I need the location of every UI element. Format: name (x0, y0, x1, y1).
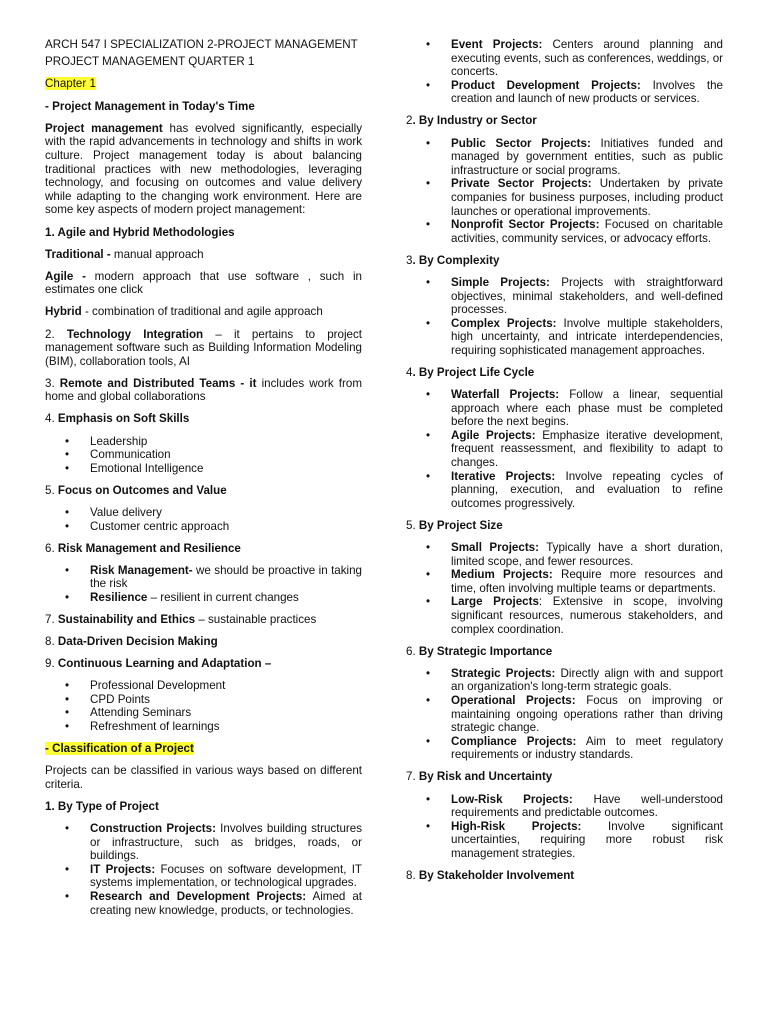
classification-intro: Projects can be classified in various ways based on different criteria. (45, 764, 362, 791)
list-item-text: Emphasize iterative development, frequent reassessment, and flexibility to adapt to changes. (451, 428, 723, 470)
risk-uncertainty-title: By Risk and Uncertainty (418, 770, 553, 784)
list-item-term: Private Sector Projects: (451, 177, 592, 191)
chapter-highlight: Chapter 1 (45, 77, 96, 91)
bullet-icon: • (426, 792, 431, 806)
stakeholder-num: 8. (406, 868, 419, 882)
list-item-term: Risk Management- (90, 563, 193, 577)
list-item (45, 693, 362, 707)
intro-paragraph (45, 122, 362, 217)
list-item-text: Require more resources and time, often involving multiple teams or departments. (451, 568, 723, 595)
risk-resilience-heading (45, 542, 362, 556)
list-item-text: Focuses on software development, IT systems implementation, or technological upgrades. (90, 862, 363, 890)
list-item-term: Operational Projects: (451, 693, 576, 707)
list-item-text: Customer centric approach (90, 519, 230, 533)
complexity-num: 3 (406, 253, 413, 267)
list-item-term: Medium Projects: (451, 568, 553, 582)
list-item (45, 448, 362, 462)
type-of-project-list (45, 822, 362, 917)
lifecycle-list (406, 388, 723, 510)
focus-outcomes-list (45, 506, 362, 533)
traditional-bold: Traditional - (45, 247, 111, 261)
list-item-text: : Extensive in scope, involving significant resources, numerous stakeholders, and complex coordination. (451, 595, 723, 636)
left-column (45, 38, 362, 926)
remote-text: includes work from home and global collaborations (45, 376, 362, 404)
list-item-text: Aim to meet regulatory requirements or industry standards. (451, 734, 723, 762)
list-item (406, 820, 723, 861)
industry-title: . By Industry or Sector (412, 114, 537, 128)
bullet-icon: • (426, 693, 431, 707)
bullet-icon: • (65, 706, 70, 720)
risk-num: 6. (45, 541, 58, 555)
list-item (406, 429, 723, 470)
industry-list (406, 137, 723, 246)
complexity-heading (406, 254, 723, 268)
bullet-icon: • (65, 862, 70, 876)
tech-bold: Technology Integration (66, 327, 204, 341)
list-item (406, 177, 723, 218)
list-item (406, 793, 723, 820)
list-item-text: Typically have a short duration, limited scope, and fewer resources. (451, 541, 723, 568)
bullet-icon: • (426, 541, 431, 554)
stakeholder-heading (406, 869, 723, 883)
list-item (45, 863, 362, 890)
list-item-text: Involves building structures or infrastructure, such as bridges, roads, or buildings. (90, 822, 363, 863)
sust-text: – sustainable practices (195, 613, 317, 626)
sust-num: 7. (45, 613, 58, 626)
list-item-term: Strategic Projects: (451, 666, 556, 680)
list-item (406, 38, 723, 79)
list-item (45, 706, 362, 720)
bullet-icon: • (426, 734, 431, 748)
bullet-icon: • (426, 666, 431, 680)
list-item-text: Involve repeating cycles of planning, execution, and evaluation to refine outcomes progressively. (451, 469, 723, 510)
risk-uncertainty-num: 7. (406, 770, 419, 784)
bullet-icon: • (426, 595, 431, 609)
bullet-icon: • (426, 428, 431, 442)
list-item (45, 679, 362, 693)
list-item-text: Emotional Intelligence (90, 461, 204, 475)
list-item (45, 822, 362, 863)
list-item (406, 79, 723, 106)
bullet-icon: • (426, 38, 431, 51)
list-item-term: IT Projects: (90, 862, 156, 876)
strategic-title: By Strategic Importance (418, 644, 553, 658)
industry-heading (406, 114, 723, 128)
course-header: ARCH 547 I SPECIALIZATION 2-PROJECT MANAGEMENT (45, 38, 358, 51)
bullet-icon: • (426, 78, 431, 92)
list-item-term: Agile Projects: (451, 428, 536, 442)
soft-num: 4. (45, 412, 58, 426)
bullet-icon: • (426, 177, 431, 191)
list-item (406, 317, 723, 358)
intro-bold: Project management (45, 121, 163, 135)
risk-resilience-list (45, 564, 362, 605)
list-item-text: CPD Points (90, 692, 150, 706)
bullet-icon: • (65, 720, 70, 734)
list-item-text: Aimed at creating new knowledge, products, or technologies. (90, 890, 362, 917)
type-of-project-heading (45, 800, 362, 814)
list-item-text: Follow a linear, sequential approach where each phase must be completed before the next begins. (451, 388, 723, 429)
tech-integration-paragraph (45, 328, 362, 369)
section-title (45, 100, 362, 114)
focus-bold: Focus on Outcomes and Value (57, 483, 227, 497)
soft-bold: Emphasis on Soft Skills (57, 412, 190, 426)
bullet-icon: • (426, 388, 431, 402)
size-list (406, 541, 723, 636)
list-item-text: Professional Development (90, 679, 226, 693)
list-item-text: Attending Seminars (90, 706, 192, 720)
list-item-term: High-Risk Projects: (451, 819, 582, 833)
bullet-icon: • (426, 568, 431, 582)
bullet-icon: • (65, 434, 70, 448)
list-item (406, 541, 723, 568)
list-item (406, 276, 723, 317)
stakeholder-title: By Stakeholder Involvement (418, 868, 575, 882)
bullet-icon: • (65, 505, 70, 519)
agile-text: modern approach that use software , such in estimates one click (45, 269, 362, 297)
classification-title (45, 742, 362, 756)
risk-bold: Risk Management and Resilience (57, 541, 241, 555)
continuous-learning-list (45, 679, 362, 733)
bullet-icon: • (426, 469, 431, 483)
list-item (406, 595, 723, 636)
focus-num: 5. (45, 483, 58, 497)
lifecycle-heading (406, 366, 723, 380)
list-item-term: Simple Projects: (451, 275, 550, 289)
bullet-icon: • (65, 590, 70, 604)
list-item-text: Focused on charitable activities, community services, or advocacy efforts. (451, 218, 724, 245)
bullet-icon: • (426, 136, 431, 150)
lifecycle-num: 4 (406, 365, 413, 379)
list-item-term: Research and Development Projects: (90, 890, 307, 903)
list-item-term: Nonprofit Sector Projects: (451, 218, 600, 232)
focus-outcomes-heading (45, 484, 362, 498)
agile-hybrid-title-text: 1. Agile and Hybrid Methodologies (45, 225, 235, 239)
agile-definition (45, 270, 362, 297)
hybrid-definition (45, 305, 362, 319)
list-item-text: Involve significant uncertainties, requiring more robust risk management strategies. (451, 819, 723, 860)
list-item (406, 388, 723, 429)
list-item (406, 568, 723, 595)
list-item-text: Directly align with and support an organization's long-term strategic goals. (451, 666, 723, 694)
list-item-term: Large Projects (451, 595, 539, 609)
list-item-term: Iterative Projects: (451, 469, 556, 483)
list-item-text: Refreshment of learnings (90, 720, 220, 734)
bullet-icon: • (65, 890, 70, 903)
bullet-icon: • (65, 822, 70, 836)
list-item-term: Compliance Projects: (451, 734, 577, 748)
soft-skills-heading (45, 412, 362, 426)
list-item (406, 218, 723, 245)
complexity-list (406, 276, 723, 358)
list-item (406, 470, 723, 511)
bullet-icon: • (426, 819, 431, 833)
learn-bold: Continuous Learning and Adaptation – (57, 657, 272, 671)
list-item-term: Event Projects: (451, 38, 543, 51)
bullet-icon: • (65, 519, 70, 533)
traditional-definition (45, 248, 362, 262)
list-item-text: Focus on improving or maintaining ongoing operations rather than driving strategic change. (451, 693, 723, 735)
hybrid-bold: Hybrid (45, 305, 82, 319)
data-bold: Data-Driven Decision Making (57, 635, 218, 649)
hybrid-text: - combination of traditional and agile approach (81, 305, 323, 319)
list-item (45, 720, 362, 734)
bullet-icon: • (65, 461, 70, 475)
lifecycle-title: . By Project Life Cycle (412, 365, 535, 379)
soft-skills-list (45, 435, 362, 476)
list-item (45, 520, 362, 534)
type-title-text: 1. By Type of Project (45, 799, 159, 813)
bullet-icon: • (426, 218, 431, 232)
list-item-term: Small Projects: (451, 541, 539, 554)
list-item (406, 137, 723, 178)
size-num: 5. (406, 518, 419, 532)
list-item (45, 591, 362, 605)
strategic-num: 6. (406, 644, 419, 658)
bullet-icon: • (65, 679, 70, 693)
strategic-heading (406, 645, 723, 659)
remote-teams-paragraph (45, 377, 362, 404)
list-item-term: Resilience (90, 590, 148, 604)
data-num: 8. (45, 635, 58, 649)
list-item-term: Waterfall Projects: (451, 388, 560, 402)
risk-uncertainty-list (406, 793, 723, 861)
list-item (406, 694, 723, 735)
quarter-header: PROJECT MANAGEMENT QUARTER 1 (45, 54, 255, 68)
list-item-text: Value delivery (90, 505, 162, 519)
list-item-term: Construction Projects: (90, 822, 216, 836)
tech-text: – it pertains to project management software such as Building Information Modeling (BIM), collaboration tools, AI (45, 327, 362, 368)
remote-num: 3. (45, 376, 60, 390)
list-item-text: Communication (90, 448, 171, 462)
list-item (45, 435, 362, 449)
list-item (406, 667, 723, 694)
agile-hybrid-title (45, 226, 362, 240)
bullet-icon: • (426, 275, 431, 289)
list-item-text: we should be proactive in taking the risk (90, 563, 363, 591)
size-title: By Project Size (418, 518, 503, 532)
list-item-term: Public Sector Projects: (451, 136, 591, 150)
bullet-icon: • (65, 692, 70, 706)
list-item-text: Involves the creation and launch of new products or services. (451, 78, 723, 106)
strategic-list (406, 667, 723, 762)
list-item-text: Have well-understood requirements and predictable outcomes. (451, 792, 723, 820)
data-driven-heading (45, 635, 362, 649)
bullet-icon: • (65, 563, 70, 577)
agile-bold: Agile - (45, 269, 86, 283)
list-item-text: Involve multiple stakeholders, high uncertainty, and intricate interdependencies, requiring sophisticated management approaches. (451, 316, 724, 357)
list-item-text: Leadership (90, 434, 148, 448)
classification-title-text: - Classification of a Project (45, 742, 194, 756)
list-item (45, 890, 362, 917)
intro-text: has evolved significantly, especially with the rapid advancements in technology and shifts in work culture. Project management today is about balancing traditional practices with new methodologies, leveraging technology, and focusing on outcomes and value delivery while adapting to the changing work environment. Here are some key aspects of modern project management: (45, 121, 362, 217)
right-column (406, 38, 723, 891)
chapter-label (45, 77, 362, 91)
size-heading (406, 519, 723, 533)
list-item (45, 462, 362, 476)
sust-bold: Sustainability and Ethics (57, 613, 196, 626)
bullet-icon: • (65, 448, 70, 462)
tech-num: 2. (45, 327, 67, 341)
list-item (406, 735, 723, 762)
list-item-text: Initiatives funded and managed by government entities, such as public infrastructure or social programs. (451, 136, 723, 177)
list-item-term: Product Development Projects: (451, 78, 641, 92)
sustainability-paragraph (45, 613, 362, 627)
list-item-term: Complex Projects: (451, 316, 557, 330)
bullet-icon: • (426, 316, 431, 330)
list-item-text: Undertaken by private companies for business purposes, including product launches or operational improvements. (451, 177, 723, 218)
list-item (45, 564, 362, 591)
section-title-text: - Project Management in Today's Time (45, 99, 255, 113)
list-item-text: Centers around planning and executing events, such as conferences, weddings, or concerts. (451, 38, 723, 79)
list-item-term: Low-Risk Projects: (451, 792, 573, 806)
traditional-text: manual approach (110, 247, 204, 261)
learn-num: 9. (45, 657, 58, 671)
continuous-learning-heading (45, 657, 362, 671)
type-of-project-list-cont (406, 38, 723, 106)
list-item (45, 506, 362, 520)
list-item-text: – resilient in current changes (147, 590, 299, 604)
industry-num: 2 (406, 114, 413, 128)
remote-bold: Remote and Distributed Teams - it (59, 376, 257, 390)
list-item-text: Projects with straightforward objectives, minimal stakeholders, and well-defined processes. (451, 275, 723, 317)
risk-uncertainty-heading (406, 770, 723, 784)
complexity-title: . By Complexity (412, 253, 500, 267)
